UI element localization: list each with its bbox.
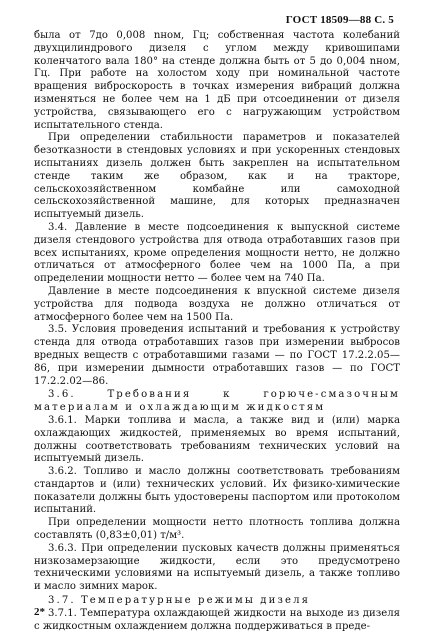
paragraph-3-6-2-fuel-oil-standards: 3.6.2. Топливо и масло должны соответствовать требованиям стандартов и (или) технических условий. Их физико-химические показатели должны быть удостоверены паспортом или протоколом испытаний. [34,466,400,516]
page-header: ГОСТ 18509—88 С. 5 [285,14,394,26]
paragraph-intake-pressure: Давление в месте подсоединения к впускной системе дизеля устройства для подвода воздуха не должно отличаться от атмосферного более чем на 1500 Па. [34,285,400,323]
paragraph-3-6-1-fuel-oil-grades: 3.6.1. Марки топлива и масла, а также вид и (или) марка охлаждающих жидкостей, применяемых во время испытаний, должны соответствовать требованиям технических условий на испытуемый дизель. [34,414,400,465]
paragraph-3-4-exhaust-pressure: 3.4. Давление в месте подсоединения к выпускной системе дизеля стендового устройства для отвода отработавших газов при всех испытаниях, кроме определения мощности нетто, не должно отличаться от атмосферного более чем на 1000 Па, а при определении мощности нетто — более чем на 740 Па. [34,221,400,285]
paragraph-3-6-3-starting-qualities: 3.6.3. При определении пусковых качеств должны применяться низкозамерзающие жидкости, если это предусмотрено техническими условиями на испытуемый дизель, а также топливо и масло зимних марок. [34,542,400,593]
section-heading-3-7: 3.7. Температурные режимы дизеля [48,595,311,607]
paragraph-3-7-1-coolant-temperature: 3.7.1. Температура охлаждающей жидкости на выходе из дизеля с жидкостным охлаждением должна поддерживаться в преде- [34,607,400,632]
paragraph-3-5-emissions: 3.5. Условия проведения испытаний и требования к устройству стенда для отвода отработавших газов при измерении выбросов вредных веществ с отработавшими газами — по ГОСТ 17.2.2.05—86, при измерении дымности отработавших газов — по ГОСТ 17.2.2.02—86. [34,324,400,387]
section-heading-3-6: 3.6. Требования к горюче-смазочным материалам и охлаждающим жидкостям [34,389,400,414]
paragraph-vibration-frequency: была от 7до 0,008 nном, Гц; собственная частота колебаний двухцилиндрового дизеля с углом между кривошипами коленчатого вала 180° на стенде должна быть от 5 до 0,004 nном, Гц. При работе на холостом ходу при номинальной частоте вращения виброскорость в точках измерения вибраций должна изменяться не более чем на 1 дБ при отсоединении от дизеля устройства, связывающего его с нагружающим устройством испытательного стенда. [34,30,400,131]
page-footer-signature-mark: 2* [34,606,45,618]
paragraph-fuel-density: При определении мощности нетто плотность топлива должна составлять (0,83±0,01) т/м³. [34,517,400,542]
document-body [34,30,400,633]
paragraph-stability-parameters: При определении стабильности параметров и показателей безотказности в стендовых условиях и при ускоренных стендовых испытаниях дизель должен быть закреплен на испытательном стенде таким же образом, как и на тракторе, сельскохозяйственном комбайне или самоходной сельскохозяйственной машине, для которых предназначен испытуемый дизель. [34,132,400,221]
